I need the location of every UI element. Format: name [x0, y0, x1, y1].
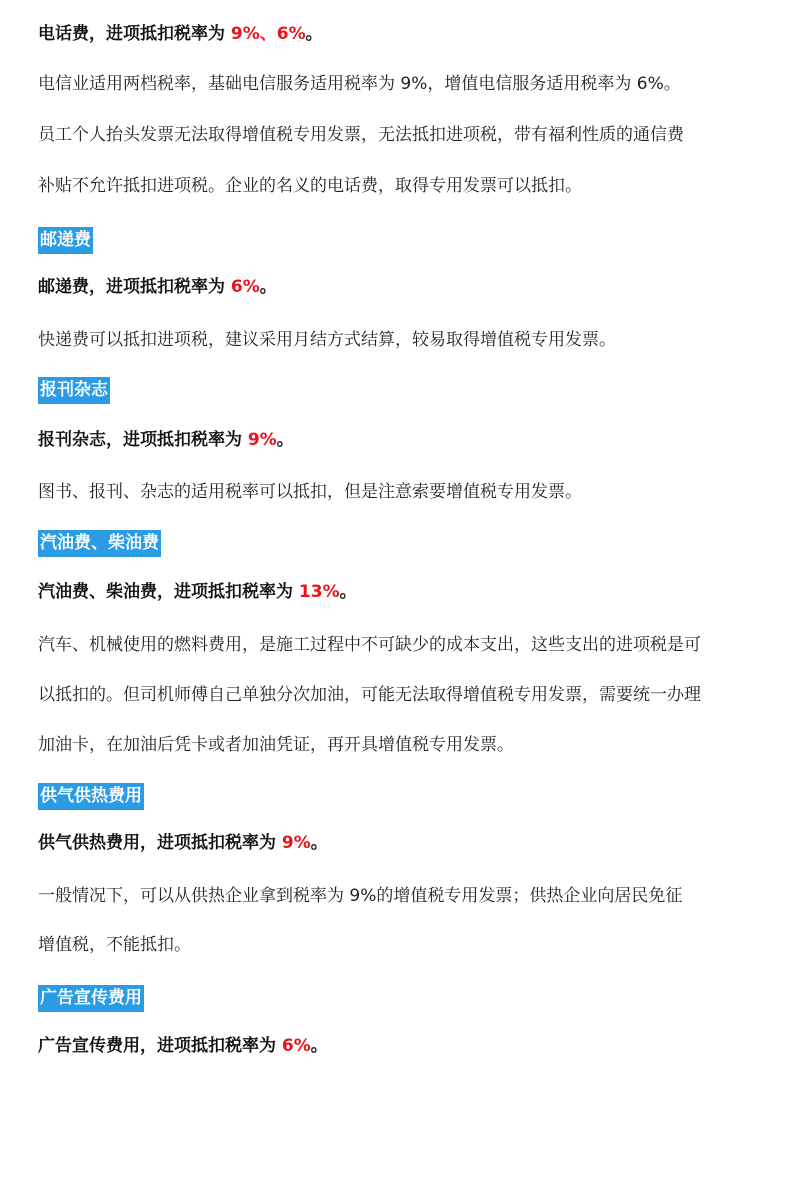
rate-line — [38, 275, 277, 299]
section-heading: 供气供热费用 — [38, 783, 144, 810]
rate-line — [38, 580, 357, 604]
paragraph-line: 补贴不允许抵扣进项税。企业的名义的电话费，取得专用发票可以抵扣。 — [38, 176, 582, 196]
punct: 。 — [259, 277, 277, 297]
section-heading: 广告宣传费用 — [38, 985, 144, 1012]
rate-value: 9% — [247, 430, 277, 450]
paragraph-line: 电信业适用两档税率，基础电信服务适用税率为 9%，增值电信服务适用税率为 6%。 — [38, 74, 681, 94]
paragraph-line: 一般情况下，可以从供热企业拿到税率为 9%的增值税专用发票；供热企业向居民免征 — [38, 886, 683, 906]
paragraph-line: 汽车、机械使用的燃料费用，是施工过程中不可缺少的成本支出，这些支出的进项税是可 — [38, 635, 701, 655]
rate-label: 供气供热费用，进项抵扣税率为 — [38, 833, 282, 853]
section-heading: 报刊杂志 — [38, 377, 110, 404]
rate-line — [38, 428, 294, 452]
rate-line — [38, 831, 328, 855]
rate-value: 13% — [298, 582, 340, 602]
rate-value: 6% — [281, 1036, 311, 1056]
punct: 。 — [276, 430, 294, 450]
punct: 。 — [305, 24, 323, 44]
rate-value: 9% — [281, 833, 311, 853]
rate-value: 6% — [230, 277, 260, 297]
section-heading: 汽油费、柴油费 — [38, 530, 161, 557]
punct: 。 — [310, 833, 328, 853]
paragraph-line: 图书、报刊、杂志的适用税率可以抵扣，但是注意索要增值税专用发票。 — [38, 482, 582, 502]
paragraph-line: 增值税，不能抵扣。 — [38, 935, 191, 955]
paragraph-line: 加油卡，在加油后凭卡或者加油凭证，再开具增值税专用发票。 — [38, 735, 514, 755]
punct: 。 — [339, 582, 357, 602]
section-heading: 邮递费 — [38, 227, 93, 254]
rate-label: 报刊杂志，进项抵扣税率为 — [38, 430, 248, 450]
paragraph-line: 以抵扣的。但司机师傅自己单独分次加油，可能无法取得增值税专用发票，需要统一办理 — [38, 685, 701, 705]
paragraph-line: 快递费可以抵扣进项税，建议采用月结方式结算，较易取得增值税专用发票。 — [38, 330, 616, 350]
paragraph-line: 员工个人抬头发票无法取得增值税专用发票，无法抵扣进项税，带有福利性质的通信费 — [38, 125, 684, 145]
rate-label: 汽油费、柴油费，进项抵扣税率为 — [38, 582, 299, 602]
rate-value: 9%、6% — [230, 24, 306, 44]
rate-label: 邮递费，进项抵扣税率为 — [38, 277, 231, 297]
rate-label: 广告宣传费用，进项抵扣税率为 — [38, 1036, 282, 1056]
punct: 。 — [310, 1036, 328, 1056]
rate-line — [38, 1034, 328, 1058]
rate-label: 电话费，进项抵扣税率为 — [38, 24, 231, 44]
rate-line — [38, 22, 323, 46]
